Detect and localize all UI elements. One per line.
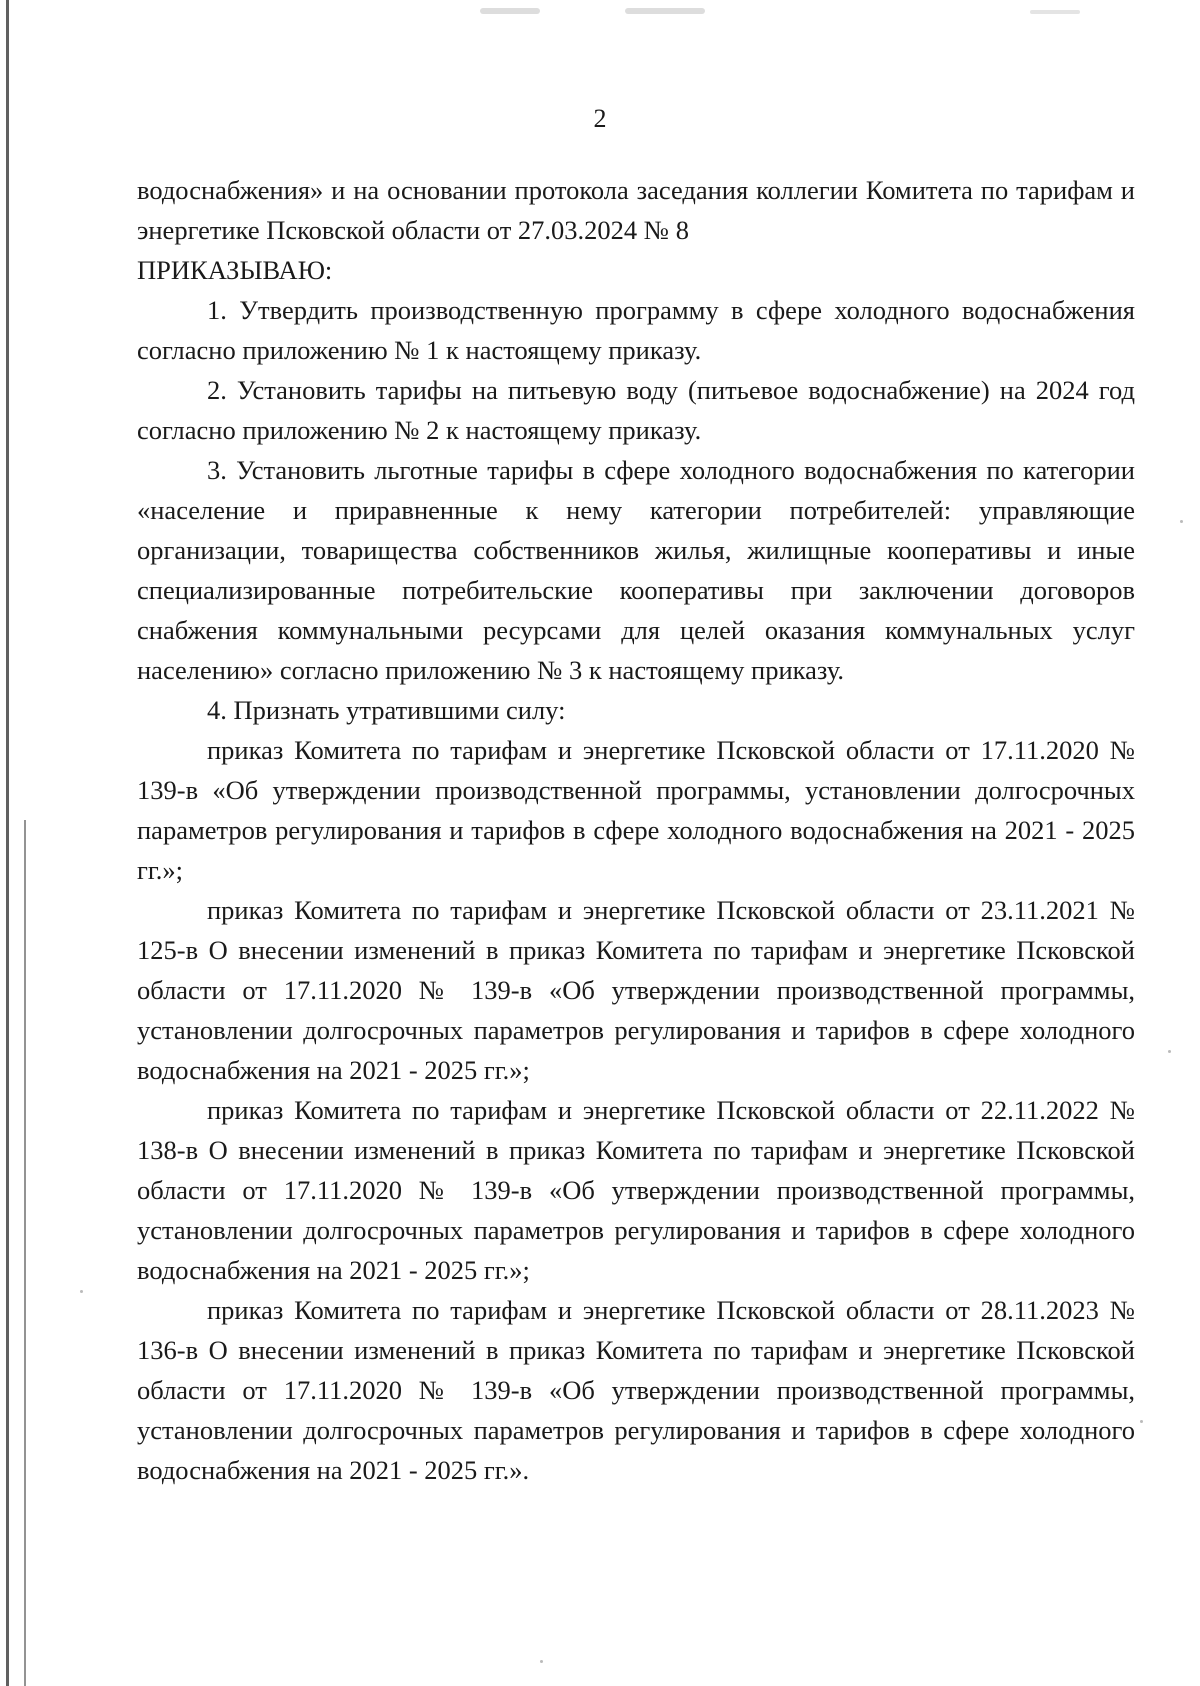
order-item-2: 2. Установить тарифы на питьевую воду (питьевое водоснабжение) на 2024 год согласно приложению № 2 к настоящему приказу. — [137, 375, 1135, 445]
order-item-3: 3. Установить льготные тарифы в сфере холодного водоснабжения по категории «население и приравненные к нему категории потребителей: управляющие организации, товарищества собственников жилья, жилищные кооперативы и иные специализированные потребительские кооперативы при заключении договоров снабжения коммунальными ресурсами для целей оказания коммунальных услуг населению» согласно приложению № 3 к настоящему приказу. — [137, 455, 1135, 685]
repealed-order-3: приказ Комитета по тарифам и энергетике Псковской области от 22.11.2022 № 138-в О внесении изменений в приказ Комитета по тарифам и энергетике Псковской области от 17.11.2020 № 139-в «Об утверждении производственной программы, установлении долгосрочных параметров регулирования и тарифов в сфере холодного водоснабжения на 2021 - 2025 гг.»; — [137, 1095, 1135, 1285]
page-number: 2 — [593, 104, 607, 133]
order-word: ПРИКАЗЫВАЮ: — [137, 255, 333, 285]
repealed-order-2: приказ Комитета по тарифам и энергетике Псковской области от 23.11.2021 № 125-в О внесении изменений в приказ Комитета по тарифам и энергетике Псковской области от 17.11.2020 № 139-в «Об утверждении производственной программы, установлении долгосрочных параметров регулирования и тарифов в сфере холодного водоснабжения на 2021 - 2025 гг.»; — [137, 895, 1135, 1085]
document-body — [137, 170, 1135, 1490]
scan-noise — [1180, 520, 1183, 523]
scan-noise — [480, 8, 540, 14]
opening-paragraph: водоснабжения» и на основании протокола заседания коллегии Комитета по тарифам и энергетике Псковской области от 27.03.2024 № 8 — [137, 175, 1135, 245]
scan-left-edge-inner — [24, 820, 26, 1686]
scan-noise — [1168, 1050, 1171, 1053]
scan-noise — [80, 1290, 83, 1293]
scan-noise — [1030, 10, 1080, 14]
order-item-1: 1. Утвердить производственную программу в сфере холодного водоснабжения согласно приложению № 1 к настоящему приказу. — [137, 295, 1135, 365]
scan-noise — [625, 8, 705, 14]
order-item-4: 4. Признать утратившими силу: — [207, 695, 566, 725]
repealed-order-4: приказ Комитета по тарифам и энергетике Псковской области от 28.11.2023 № 136-в О внесении изменений в приказ Комитета по тарифам и энергетике Псковской области от 17.11.2020 № 139-в «Об утверждении производственной программы, установлении долгосрочных параметров регулирования и тарифов в сфере холодного водоснабжения на 2021 - 2025 гг.». — [137, 1295, 1135, 1485]
scan-left-edge — [6, 0, 9, 1686]
scan-noise — [540, 1660, 543, 1663]
scan-noise — [1140, 1420, 1143, 1423]
repealed-order-1: приказ Комитета по тарифам и энергетике Псковской области от 17.11.2020 № 139-в «Об утверждении производственной программы, установлении долгосрочных параметров регулирования и тарифов в сфере холодного водоснабжения на 2021 - 2025 гг.»; — [137, 735, 1135, 885]
